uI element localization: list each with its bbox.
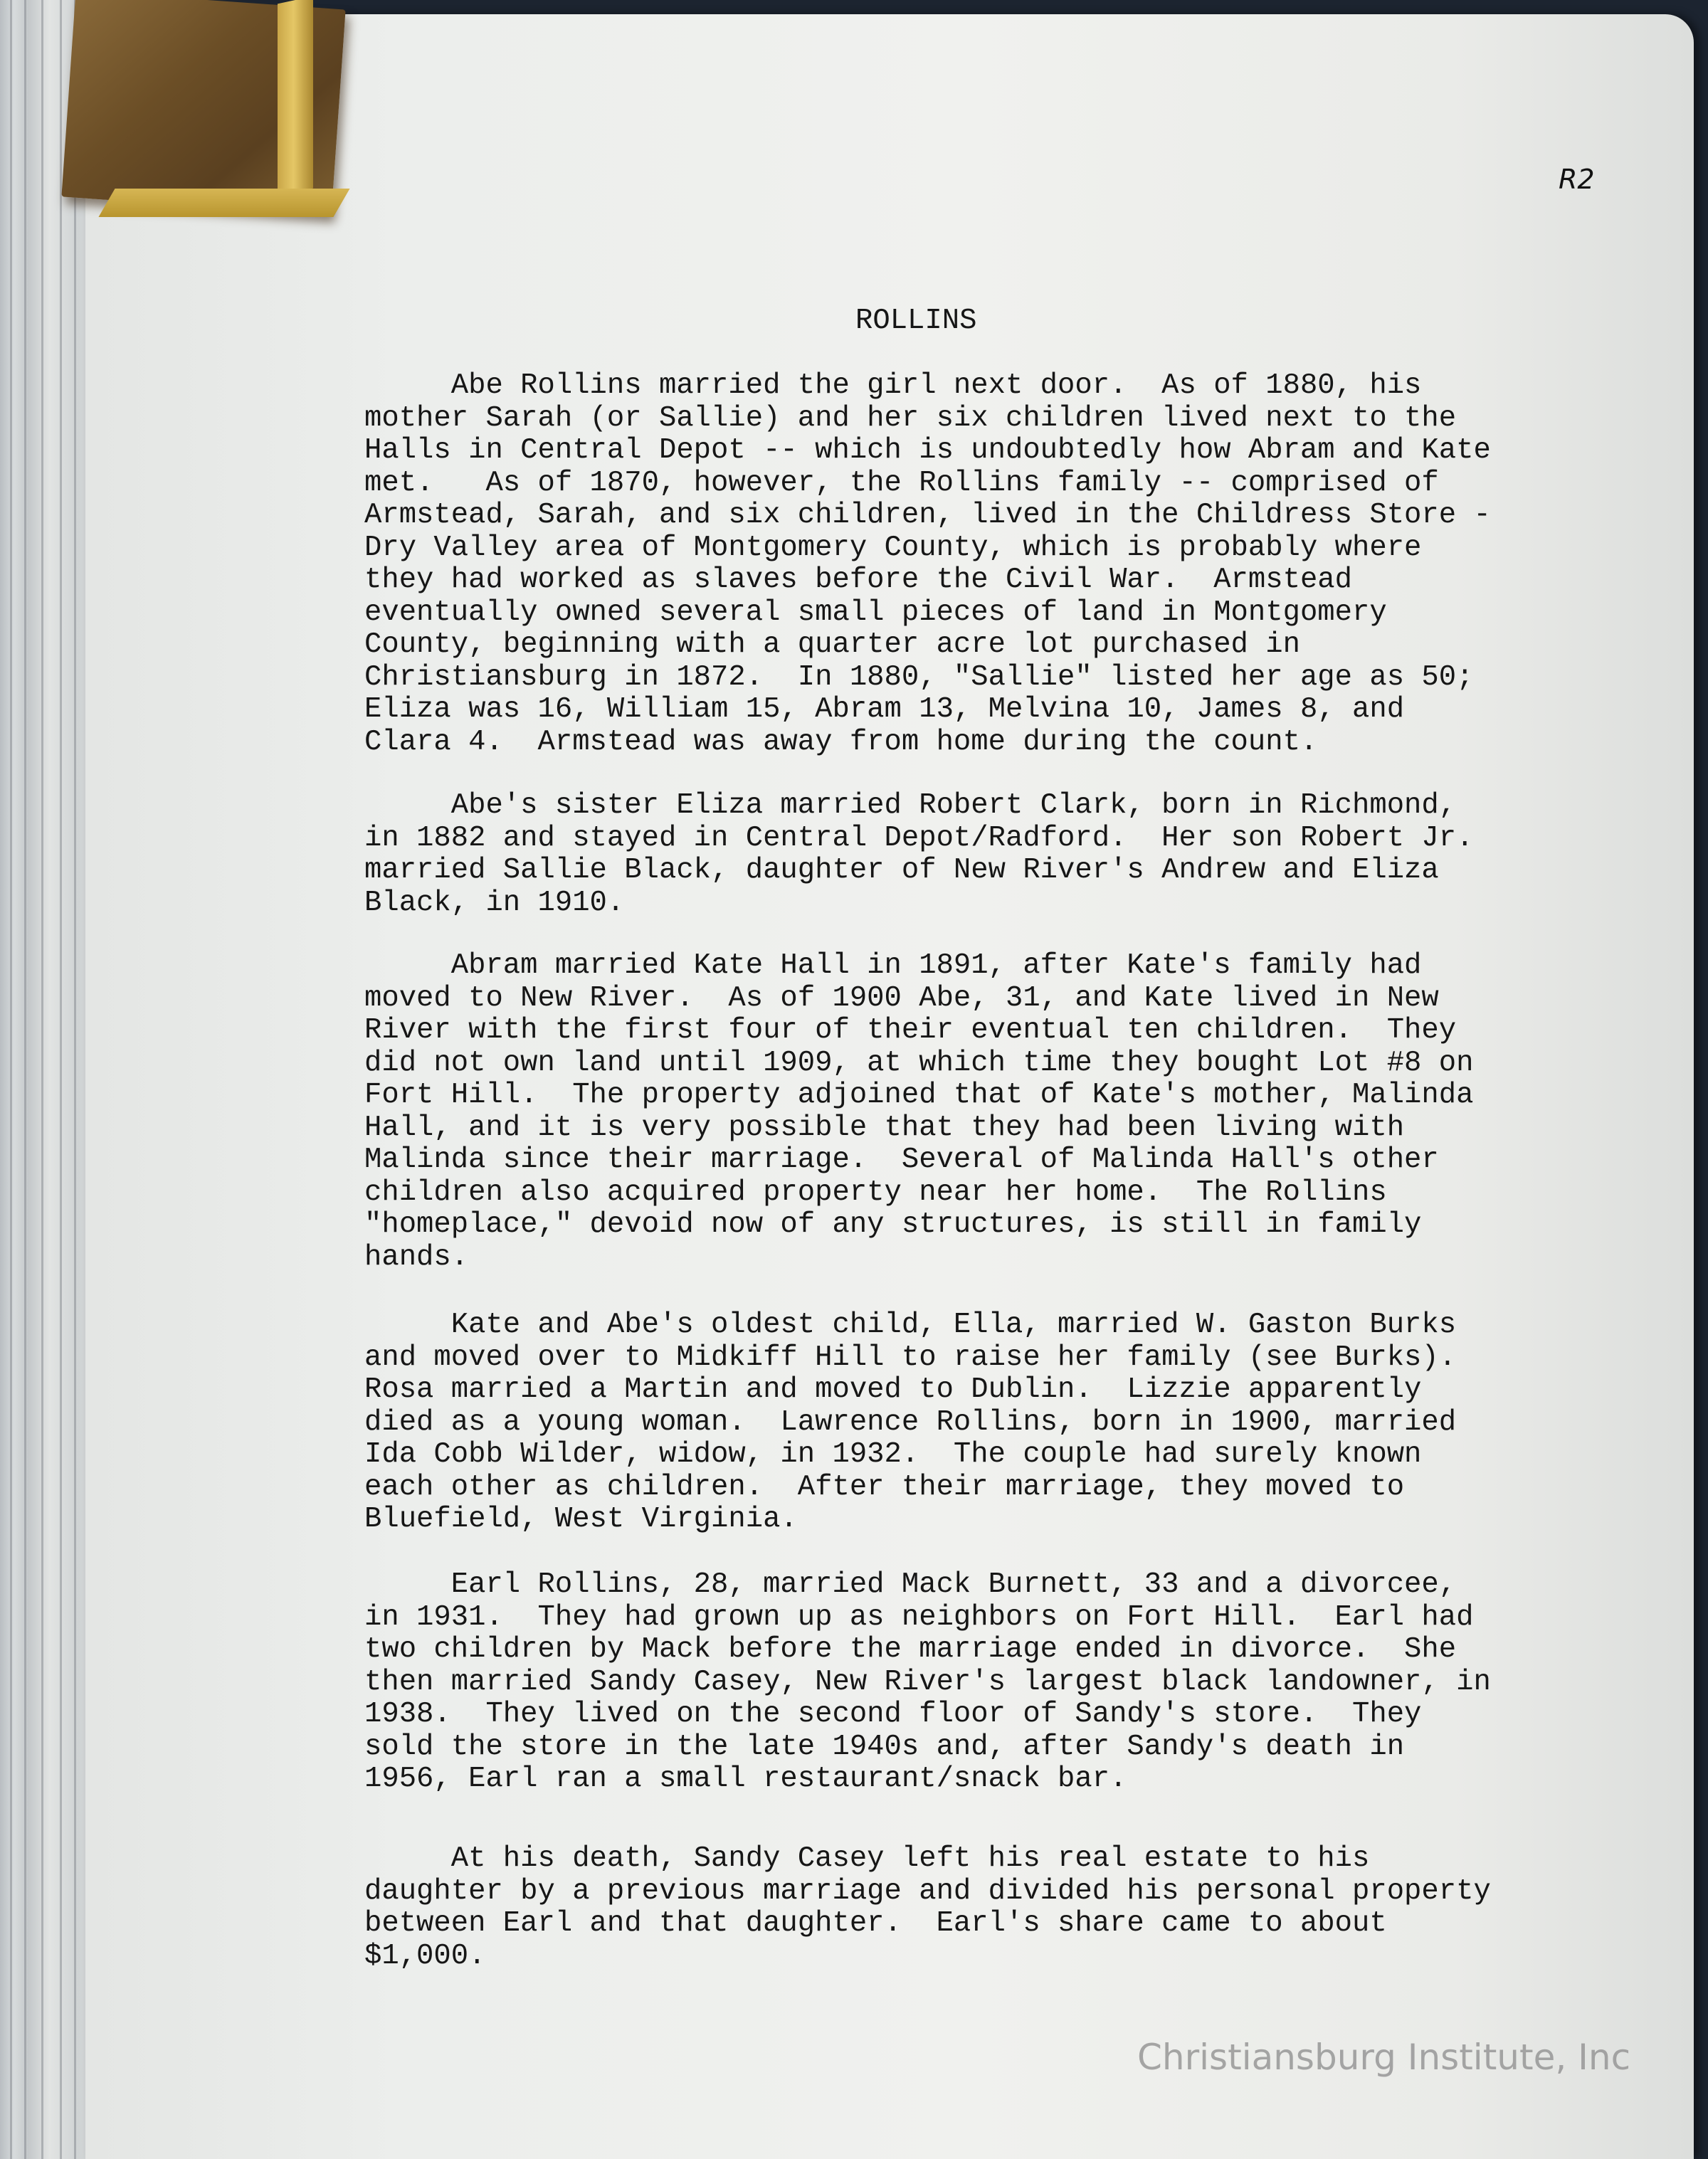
paragraph-line: 1956, Earl ran a small restaurant/snack bar. xyxy=(364,1763,1127,1795)
paragraph-line: died as a young woman. Lawrence Rollins, born in 1900, married xyxy=(364,1405,1457,1439)
paragraph-line: Ida Cobb Wilder, widow, in 1932. The couple had surely known xyxy=(364,1438,1422,1471)
paragraph-line: eventually owned several small pieces of land in Montgomery xyxy=(364,596,1387,629)
paragraph-line: then married Sandy Casey, New River's largest black landowner, in xyxy=(364,1665,1491,1699)
paragraph-line: each other as children. After their marriage, they moved to xyxy=(364,1470,1405,1504)
paragraph-line: met. As of 1870, however, the Rollins family -- comprised of xyxy=(364,466,1439,500)
paragraph-line: Clara 4. Armstead was away from home during the count. xyxy=(364,725,1318,759)
paragraph-line: Malinda since their marriage. Several of Malinda Hall's other xyxy=(364,1144,1439,1176)
paragraph-line: mother Sarah (or Sallie) and her six children lived next to the xyxy=(364,401,1457,435)
paragraph-line: Hall, and it is very possible that they had been living with xyxy=(364,1111,1405,1144)
paragraph-line: At his death, Sandy Casey left his real estate to his xyxy=(364,1842,1370,1875)
page-edge xyxy=(60,0,62,2159)
paragraph-line: and moved over to Midkiff Hill to raise her family (see Burks). xyxy=(364,1341,1457,1374)
paragraph-line: in 1931. They had grown up as neighbors on Fort Hill. Earl had xyxy=(364,1600,1474,1634)
paragraph-line: moved to New River. As of 1900 Abe, 31, and Kate lived in New xyxy=(364,981,1439,1015)
paragraph-line: they had worked as slaves before the Civil War. Armstead xyxy=(364,564,1352,596)
paragraph-line: did not own land until 1909, at which time they bought Lot #8 on xyxy=(364,1046,1474,1080)
paragraph-line: $1,000. xyxy=(364,1939,486,1973)
paragraph-line: sold the store in the late 1940s and, after Sandy's death in xyxy=(364,1730,1405,1763)
page-edge xyxy=(10,0,12,2159)
page-edge xyxy=(74,0,76,2159)
paragraph-line: married Sallie Black, daughter of New River's Andrew and Eliza xyxy=(364,854,1439,887)
watermark: Christiansburg Institute, Inc xyxy=(1137,2037,1631,2078)
paragraph-line: Kate and Abe's oldest child, Ella, married W. Gaston Burks xyxy=(364,1309,1457,1341)
paragraph-line: daughter by a previous marriage and divided his personal property xyxy=(364,1874,1491,1908)
paragraph-line: children also acquired property near her home. The Rollins xyxy=(364,1176,1387,1209)
paragraph-line: "homeplace," devoid now of any structures, is still in family xyxy=(364,1208,1422,1241)
binder-clip-lip xyxy=(98,189,349,217)
paragraph-line: Black, in 1910. xyxy=(364,886,625,919)
paragraph-line: Dry Valley area of Montgomery County, which is probably where xyxy=(364,531,1422,564)
binder-clip-edge xyxy=(278,0,313,196)
paragraph-line: hands. xyxy=(364,1240,469,1274)
paragraph-line: 1938. They lived on the second floor of Sandy's store. They xyxy=(364,1698,1422,1731)
paragraph-line: Halls in Central Depot -- which is undoubtedly how Abram and Kate xyxy=(364,434,1491,467)
paragraph-line: Fort Hill. The property adjoined that of Kate's mother, Malinda xyxy=(364,1079,1474,1112)
paragraph-line: Bluefield, West Virginia. xyxy=(364,1503,798,1536)
paragraph-line: Abe's sister Eliza married Robert Clark, born in Richmond, xyxy=(364,789,1457,822)
page-edge xyxy=(24,0,26,2159)
paragraph-line: Christiansburg in 1872. In 1880, "Sallie" listed her age as 50; xyxy=(364,660,1474,694)
paragraph-line: Abram married Kate Hall in 1891, after Kate's family had xyxy=(364,949,1422,982)
paragraph-line: Abe Rollins married the girl next door. As of 1880, his xyxy=(364,369,1422,402)
paragraph-line: Eliza was 16, William 15, Abram 13, Melvina 10, James 8, and xyxy=(364,693,1405,726)
paragraph-line: Rosa married a Martin and moved to Dublin. Lizzie apparently xyxy=(364,1373,1422,1406)
page-title: ROLLINS xyxy=(855,305,977,337)
paragraph-line: two children by Mack before the marriage ended in divorce. She xyxy=(364,1633,1457,1666)
paragraph-line: between Earl and that daughter. Earl's share came to about xyxy=(364,1907,1387,1940)
page-edge xyxy=(41,0,43,2159)
paragraph-line: Armstead, Sarah, and six children, lived in the Childress Store - xyxy=(364,499,1491,532)
paragraph-line: River with the first four of their eventual ten children. They xyxy=(364,1014,1457,1047)
page-mark: R2 xyxy=(1559,164,1595,195)
paragraph-line: County, beginning with a quarter acre lot purchased in xyxy=(364,628,1300,661)
paragraph-line: in 1882 and stayed in Central Depot/Radford. Her son Robert Jr. xyxy=(364,821,1474,855)
paragraph-line: Earl Rollins, 28, married Mack Burnett, 33 and a divorcee, xyxy=(364,1568,1457,1601)
